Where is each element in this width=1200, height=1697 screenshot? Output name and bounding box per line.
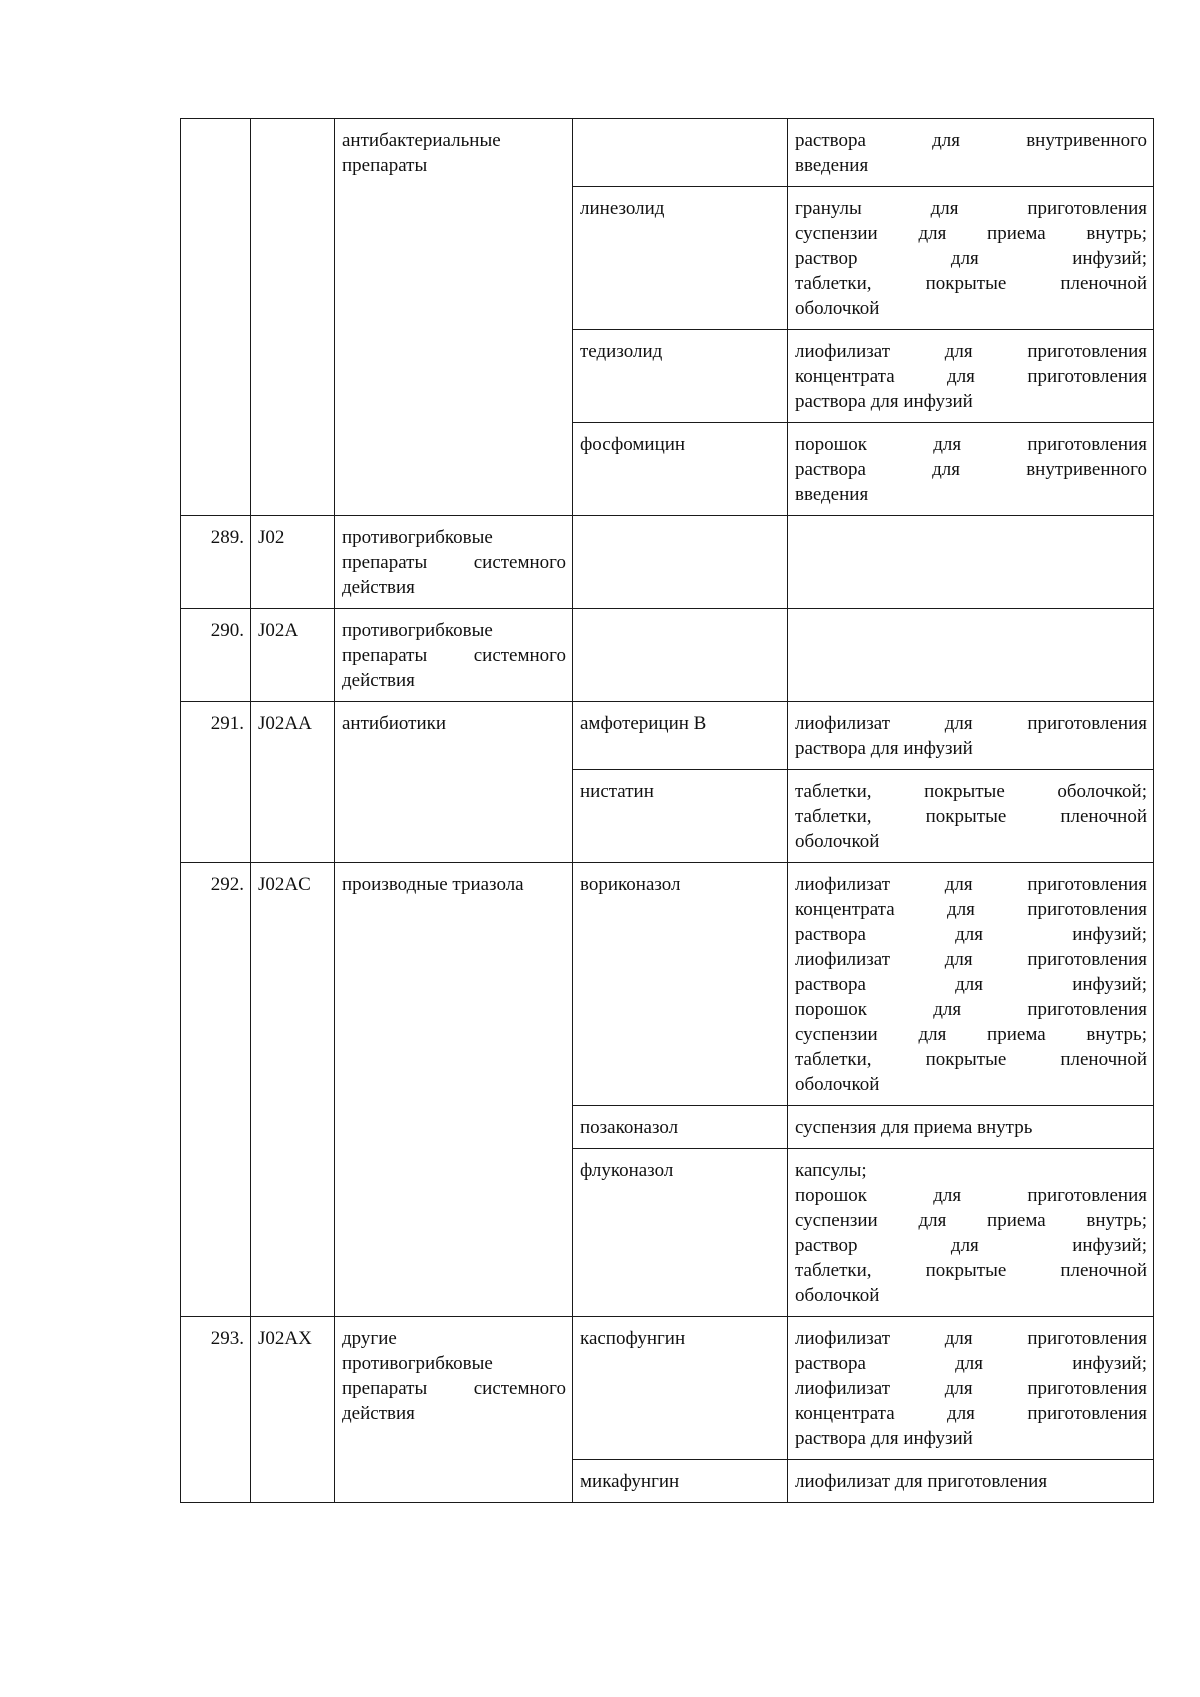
atc-group-name xyxy=(335,702,573,863)
atc-code: J02AA xyxy=(251,702,335,863)
cell-line: введения xyxy=(795,155,869,176)
cell-line: лиофилизат для приготовления xyxy=(795,1378,1147,1399)
cell-line: антибактериальные xyxy=(342,130,501,151)
drug-name: флуконазол xyxy=(573,1149,788,1317)
dosage-forms xyxy=(788,1317,1154,1460)
cell-line: гранулы для приготовления xyxy=(795,198,1147,219)
cell-line: раствора для инфузий; xyxy=(795,924,1147,945)
cell-line: таблетки, покрытые пленочной xyxy=(795,273,1147,294)
cell-line: действия xyxy=(342,1403,415,1424)
cell-line: раствора для инфузий xyxy=(795,738,973,759)
row-number: 293. xyxy=(181,1317,251,1503)
dosage-forms xyxy=(788,1460,1154,1503)
cell-line: противогрибковые xyxy=(342,1353,493,1374)
cell-line: суспензии для приема внутрь; xyxy=(795,1210,1147,1231)
dosage-forms xyxy=(788,1149,1154,1317)
row-number xyxy=(181,119,251,516)
cell-line: другие xyxy=(342,1328,397,1349)
cell-line: лиофилизат для приготовления xyxy=(795,874,1147,895)
atc-group-name xyxy=(335,609,573,702)
drug-name: нистатин xyxy=(573,770,788,863)
table-body xyxy=(181,119,1154,1503)
atc-group-name xyxy=(335,516,573,609)
drug-name xyxy=(573,119,788,187)
table-row xyxy=(181,1317,1154,1460)
table-row xyxy=(181,863,1154,1106)
dosage-forms xyxy=(788,330,1154,423)
cell-line: порошок для приготовления xyxy=(795,434,1147,455)
cell-line: оболочкой xyxy=(795,1285,880,1306)
cell-line: таблетки, покрытые пленочной xyxy=(795,806,1147,827)
cell-line: раствор для инфузий; xyxy=(795,248,1147,269)
cell-line: раствора для инфузий; xyxy=(795,974,1147,995)
cell-line: лиофилизат для приготовления xyxy=(795,1471,1048,1492)
drug-name: позаконазол xyxy=(573,1106,788,1149)
dosage-forms xyxy=(788,187,1154,330)
drug-name xyxy=(573,609,788,702)
drug-list-table xyxy=(180,118,1154,1503)
dosage-forms xyxy=(788,423,1154,516)
atc-group-name xyxy=(335,863,573,1317)
cell-line: порошок для приготовления xyxy=(795,999,1147,1020)
cell-line: лиофилизат для приготовления xyxy=(795,341,1147,362)
cell-line: противогрибковые xyxy=(342,527,493,548)
dosage-forms xyxy=(788,863,1154,1106)
cell-line: оболочкой xyxy=(795,298,880,319)
row-number: 289. xyxy=(181,516,251,609)
cell-line: порошок для приготовления xyxy=(795,1185,1147,1206)
cell-line: действия xyxy=(342,670,415,691)
cell-line: таблетки, покрытые пленочной xyxy=(795,1260,1147,1281)
atc-code xyxy=(251,119,335,516)
drug-name: амфотерицин В xyxy=(573,702,788,770)
cell-line: раствора для инфузий; xyxy=(795,1353,1147,1374)
row-number: 290. xyxy=(181,609,251,702)
drug-name: вориконазол xyxy=(573,863,788,1106)
cell-line: антибиотики xyxy=(342,713,447,734)
cell-line: суспензии для приема внутрь; xyxy=(795,1024,1147,1045)
atc-group-name xyxy=(335,119,573,516)
dosage-forms xyxy=(788,609,1154,702)
drug-name xyxy=(573,516,788,609)
cell-line: лиофилизат для приготовления xyxy=(795,713,1147,734)
drug-name: линезолид xyxy=(573,187,788,330)
cell-line: оболочкой xyxy=(795,1074,880,1095)
cell-line: концентрата для приготовления xyxy=(795,1403,1147,1424)
cell-line: препараты xyxy=(342,155,428,176)
drug-name: тедизолид xyxy=(573,330,788,423)
table-row xyxy=(181,516,1154,609)
table-row xyxy=(181,702,1154,770)
cell-line: оболочкой xyxy=(795,831,880,852)
cell-line: действия xyxy=(342,577,415,598)
cell-line: раствора для инфузий xyxy=(795,391,973,412)
cell-line: концентрата для приготовления xyxy=(795,899,1147,920)
dosage-forms xyxy=(788,516,1154,609)
cell-line: препараты системного xyxy=(342,1378,566,1399)
atc-code: J02AX xyxy=(251,1317,335,1503)
cell-line: суспензия для приема внутрь xyxy=(795,1117,1033,1138)
drug-name: микафунгин xyxy=(573,1460,788,1503)
atc-code: J02A xyxy=(251,609,335,702)
atc-code: J02AC xyxy=(251,863,335,1317)
cell-line: лиофилизат для приготовления xyxy=(795,1328,1147,1349)
cell-line: таблетки, покрытые оболочкой; xyxy=(795,781,1147,802)
table-row xyxy=(181,119,1154,187)
dosage-forms xyxy=(788,702,1154,770)
dosage-forms xyxy=(788,119,1154,187)
cell-line: препараты системного xyxy=(342,645,566,666)
row-number: 291. xyxy=(181,702,251,863)
cell-line: раствора для внутривенного xyxy=(795,130,1147,151)
cell-line: суспензии для приема внутрь; xyxy=(795,223,1147,244)
cell-line: производные триазола xyxy=(342,874,524,895)
cell-line: раствор для инфузий; xyxy=(795,1235,1147,1256)
cell-line: таблетки, покрытые пленочной xyxy=(795,1049,1147,1070)
atc-code: J02 xyxy=(251,516,335,609)
atc-group-name xyxy=(335,1317,573,1503)
cell-line: капсулы; xyxy=(795,1160,867,1181)
cell-line: введения xyxy=(795,484,869,505)
table-row xyxy=(181,609,1154,702)
row-number: 292. xyxy=(181,863,251,1317)
dosage-forms xyxy=(788,770,1154,863)
dosage-forms xyxy=(788,1106,1154,1149)
cell-line: раствора для внутривенного xyxy=(795,459,1147,480)
cell-line: раствора для инфузий xyxy=(795,1428,973,1449)
cell-line: лиофилизат для приготовления xyxy=(795,949,1147,970)
cell-line: концентрата для приготовления xyxy=(795,366,1147,387)
cell-line: противогрибковые xyxy=(342,620,493,641)
drug-name: фосфомицин xyxy=(573,423,788,516)
cell-line: препараты системного xyxy=(342,552,566,573)
drug-name: каспофунгин xyxy=(573,1317,788,1460)
